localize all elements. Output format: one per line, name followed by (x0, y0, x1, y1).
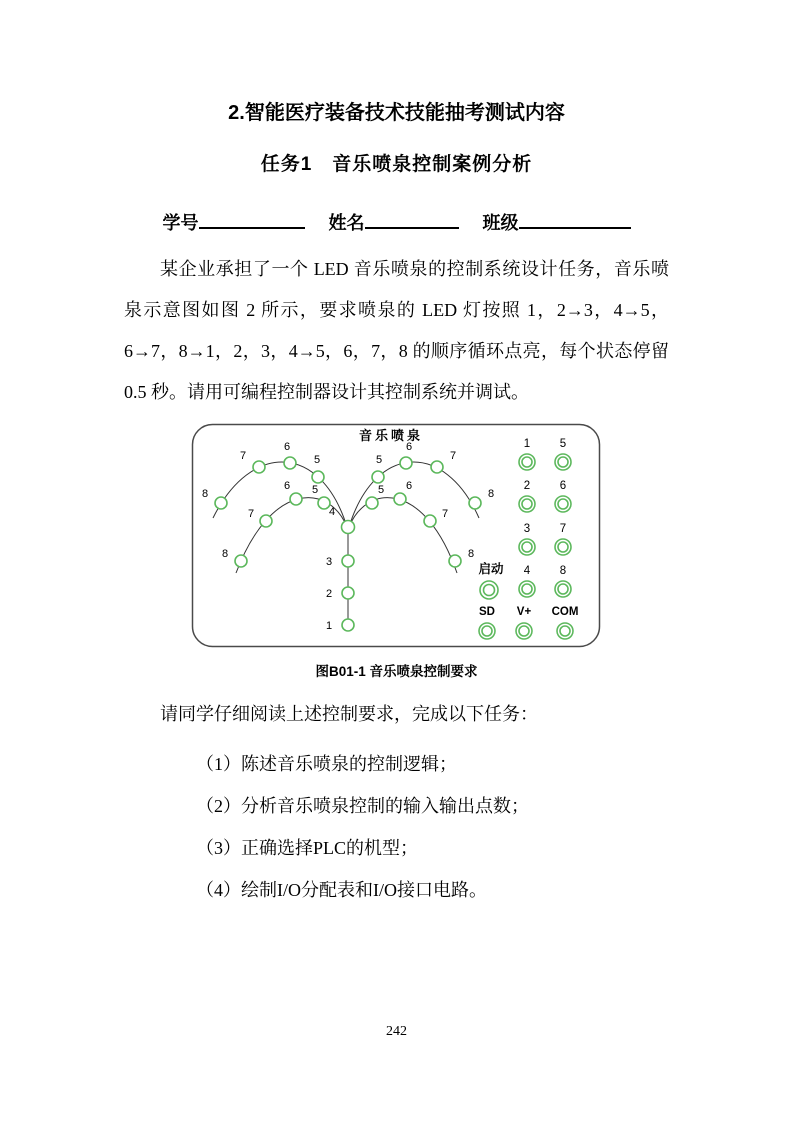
lamp-circle (253, 461, 265, 473)
lamp-circle (215, 497, 227, 509)
start-label: 启动 (477, 561, 504, 576)
terminal-label: COM (551, 605, 578, 618)
panel-lamp-inner-ring (558, 499, 568, 509)
page-number: 242 (386, 1024, 407, 1039)
terminal-label: SD (478, 605, 495, 618)
lamp-circle (235, 555, 247, 567)
lamp-label: 8 (221, 547, 228, 560)
lamp-circle (366, 497, 378, 509)
lamp-circle (400, 457, 412, 469)
lamp-circle (424, 515, 436, 527)
task-title: 任务1 音乐喷泉控制案例分析 (260, 154, 533, 175)
spray-arcs (213, 462, 479, 626)
lamp-label: 5 (375, 453, 382, 466)
lamp-circle (342, 587, 354, 599)
left-inner-lamps (221, 479, 332, 568)
fountain-title: 音乐喷泉 (358, 427, 423, 443)
terminal-label: V+ (516, 605, 531, 618)
lamp-circle (342, 555, 354, 567)
panel-lamp-inner-ring (558, 542, 568, 552)
page-title: 2.智能医疗装备技术技能抽考测试内容 (228, 102, 565, 124)
panel-lamp-label: 2 (523, 479, 530, 492)
panel-lamp-label: 7 (559, 522, 566, 535)
center-column-lamps (325, 506, 354, 632)
right-inner-lamps (366, 480, 474, 567)
lamp-circle (290, 493, 302, 505)
student-class-label: 班级 (482, 212, 519, 233)
task-item: （4）绘制I/O分配表和I/O接口电路。 (196, 879, 487, 900)
lamp-circle (394, 493, 406, 505)
task-item: （3）正确选择PLC的机型； (196, 837, 419, 858)
start-button (478, 561, 504, 599)
student-id-blank (199, 208, 305, 229)
lamp-label: 8 (201, 487, 208, 500)
task-list (196, 743, 669, 911)
lamp-label: 6 (283, 479, 290, 492)
terminal-inner-ring (519, 626, 529, 636)
figure-caption: 图B01-1 音乐喷泉控制要求 (315, 663, 478, 679)
lamp-circle (431, 461, 443, 473)
panel-lamp-inner-ring (522, 542, 532, 552)
panel-lamp-inner-ring (522, 584, 532, 594)
intro-paragraph: 某企业承担了一个 LED 音乐喷泉的控制系统设计任务，音乐喷泉示意图如图 2 所示，要求喷泉的 LED 灯按照 1，2→3，4→5，6→7，8→1，2，3，4→5，6，7，8 的顺序循环点亮，每个状态停留 0.5 秒。请用可编程控制器设计其控制系统并调试。 (124, 258, 669, 402)
panel-lamp-label: 1 (523, 437, 530, 450)
lamp-label: 5 (313, 453, 320, 466)
lamp-circle (284, 457, 296, 469)
lamp-circle (449, 555, 461, 567)
right-outer-arc (349, 462, 479, 527)
instruction-paragraph: 请同学仔细阅读上述控制要求，完成以下任务： (160, 703, 538, 724)
start-button-inner-ring (483, 584, 494, 595)
lamp-label: 7 (247, 507, 254, 520)
lamp-label: 8 (467, 547, 474, 560)
panel-lamp-inner-ring (522, 499, 532, 509)
lamp-label: 5 (311, 483, 318, 496)
left-outer-arc (213, 462, 347, 527)
panel-lamp-label: 8 (559, 564, 566, 577)
lamp-circle (312, 471, 324, 483)
lamp-label: 3 (325, 555, 332, 568)
panel-lamp-inner-ring (522, 457, 532, 467)
lamp-label: 6 (405, 479, 412, 492)
indicator-panel (519, 438, 571, 597)
student-class-blank (519, 208, 631, 229)
lamp-label: 7 (449, 449, 456, 462)
lamp-label: 8 (487, 487, 494, 500)
lamp-circle (341, 520, 354, 533)
lamp-label: 6 (283, 440, 290, 453)
figure-border (192, 424, 599, 646)
left-outer-lamps (201, 441, 323, 509)
student-name-blank (365, 208, 459, 229)
panel-lamp-inner-ring (558, 457, 568, 467)
terminal-inner-ring (482, 626, 492, 636)
panel-lamp-label: 4 (523, 564, 530, 577)
task-item: （1）陈述音乐喷泉的控制逻辑； (196, 753, 457, 774)
fountain-figure (191, 423, 603, 653)
panel-lamp-label: 5 (559, 437, 566, 450)
right-outer-lamps (372, 441, 494, 509)
student-name-label: 姓名 (328, 212, 365, 233)
lamp-label: 1 (325, 619, 332, 632)
right-inner-arc (349, 498, 457, 573)
lamp-circle (372, 471, 384, 483)
lamp-label: 4 (328, 505, 335, 518)
panel-lamp-label: 3 (523, 522, 530, 535)
terminal-inner-ring (560, 626, 570, 636)
lamp-circle (469, 497, 481, 509)
student-id-label: 学号 (162, 212, 199, 233)
lamp-label: 7 (441, 507, 448, 520)
lamp-circle (318, 497, 330, 509)
fountain-diagram (191, 423, 601, 648)
lamp-label: 7 (239, 449, 246, 462)
student-info-line (0, 208, 793, 235)
panel-lamp-label: 6 (559, 479, 566, 492)
lamp-circle (342, 619, 354, 631)
lamp-label: 6 (405, 440, 412, 453)
panel-lamp-inner-ring (558, 584, 568, 594)
terminals (479, 606, 578, 639)
lamp-label: 2 (325, 587, 332, 600)
lamp-circle (260, 515, 272, 527)
lamp-label: 5 (377, 483, 384, 496)
task-item: （2）分析音乐喷泉控制的输入输出点数； (196, 795, 529, 816)
